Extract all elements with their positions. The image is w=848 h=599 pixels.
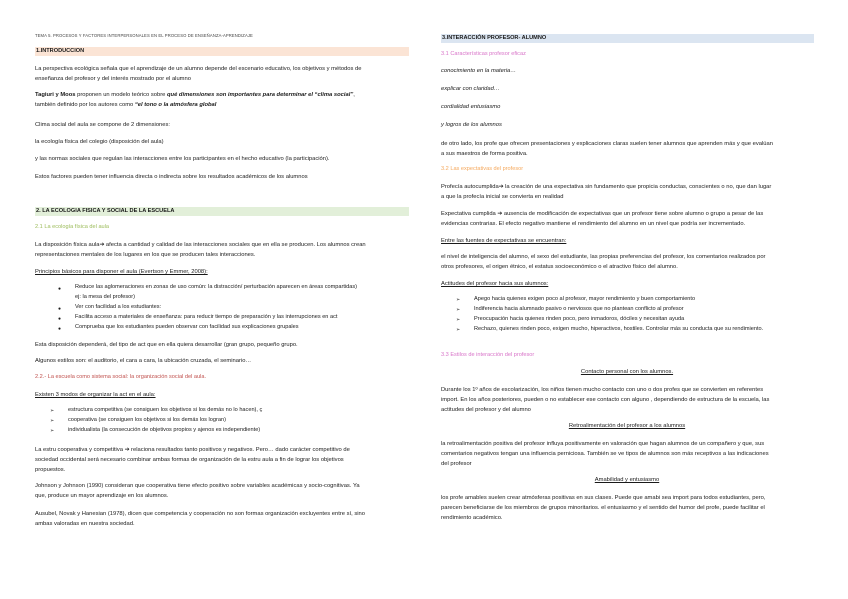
- johnson-paragraph-line: que, produce un mayor aprendizaje en los alumnos.: [35, 493, 169, 499]
- intro-paragraph-line: enseñanza del profesor y del interés mostrado por el alumno: [35, 76, 191, 82]
- modos-list: [35, 407, 408, 439]
- fuentes-paragraph-line: otros profesores, el origen étnico, el estatus socioeconómico o el atractivo físico del alumno.: [441, 264, 678, 270]
- subsection-profesor-eficaz-title: 3.1 Características profesor eficaz: [441, 51, 526, 57]
- ausubel-paragraph-line: ambas valoradas en nuestra sociedad.: [35, 521, 135, 527]
- list-item: Indiferencia hacia alumnado pasivo o nerviosos que no plantean conflicto al profesor: [474, 306, 684, 312]
- expectativa-paragraph-line: Expectativa cumplida ➔ ausencia de modificación de expectativas que un profesor tiene sobre alumno o grupo a pesar de las: [441, 211, 764, 217]
- page-header: TEMA 5. PROCESOS Y FACTORES INTERPERSONALES EN EL PROCESO DE ENSEÑANZA-APRENDIZAJE: [35, 33, 253, 38]
- contacto-paragraph-line: Durante los 1º años de escolarización, los niños tienen mucho contacto con uno o dos profes que se convierten en referentes: [441, 387, 764, 393]
- emphasis-text: qué dimensiones son importantes para determinar el “clima social”: [167, 92, 354, 98]
- subsection-ecologia-fisica-title: 2.1 La ecología física del aula: [35, 224, 110, 230]
- text-span: ,: [353, 92, 355, 98]
- factores-line: Estos factores pueden tener influencia directa o indirecta sobre los resultados académicos de los alumnos: [35, 174, 308, 180]
- trait-item: conocimiento en la materia…: [441, 68, 517, 74]
- contacto-heading: Contacto personal con los alumnos.: [580, 369, 674, 375]
- subsection-sistema-social-title: 2.2.- La escuela como sistema social: la organización social del aula.: [35, 374, 207, 380]
- principios-list: [35, 284, 408, 344]
- bullet-dot-icon: ●: [58, 326, 62, 332]
- list-item: Facilita acceso a materiales de enseñanza: para reducir tiempo de preparación y las interrupciones en act: [75, 314, 338, 320]
- fuentes-paragraph-line: el nivel de inteligencia del alumno, el sexo del estudiante, las propias preferencias del profesor, los comentarios realizados por: [441, 254, 766, 260]
- disposicion-paragraph-line: representaciones mentales de los lugares en los que se producen tales interacciones.: [35, 252, 256, 258]
- ausubel-paragraph-line: Ausubel, Novak y Hanesian (1978), dicen que competencia y cooperación no son formas organización excluyentes entre sí, sino: [35, 511, 365, 517]
- dimension-line: la ecología física del colegio (disposición del aula): [35, 139, 164, 145]
- amabilidad-paragraph-line: rendimiento académico.: [441, 515, 503, 521]
- disposicion-dependera-line: Esta disposición dependerá, del tipo de act que en ella quiera desarrollar (gran grupo, pequeño grupo.: [35, 342, 298, 348]
- tagiuri-moos-paragraph-line2: [35, 101, 216, 111]
- text-span: proponen un modelo teórico sobre: [75, 92, 168, 98]
- arrow-bullet-icon: ➢: [456, 327, 461, 333]
- retroalimentacion-paragraph-line: del profesor: [441, 461, 472, 467]
- estilos-line: Algunos estilos son: el auditorio, el cara a cara, la ubicación cruzada, el seminario…: [35, 358, 252, 364]
- text-span: también definido por los autores como: [35, 102, 135, 108]
- clima-social-line: Clima social del aula se compone de 2 dimensiones:: [35, 122, 171, 128]
- list-item: cooperativa (se consiguen los objetivos si los demás los logran): [68, 417, 226, 423]
- arrow-bullet-icon: ➢: [50, 418, 55, 424]
- bullet-dot-icon: ●: [58, 306, 62, 312]
- principios-heading: Principios básicos para disponer el aula (Evertson y Emmer, 2008):: [35, 269, 208, 275]
- authors-name: Tagiuri y Moos: [35, 92, 76, 98]
- actitudes-heading: Actitudes del profesor hacia sus alumnos:: [441, 281, 549, 287]
- trait-item: cordialidad entusiasmo: [441, 104, 501, 110]
- section-ecologia-title: 2. LA ECOLOGIA FISICA Y SOCIAL DE LA ESCUELA: [35, 207, 409, 216]
- expectativa-paragraph-line: evidencias contrarias. El efecto negativo mantiene el rendimiento del alumno en un nivel que podría ser incrementado.: [441, 221, 746, 227]
- profecia-paragraph-line: a que la profecía inicial se convierta en realidad: [441, 194, 564, 200]
- subsection-expectativas-title: 3.2 Las expectativas del profesor: [441, 166, 524, 172]
- section-introduccion-title: 1.INTRODUCCION: [35, 47, 409, 56]
- bullet-dot-icon: ●: [58, 286, 62, 292]
- amabilidad-paragraph-line: parecen beneficiarse de los miembros de grupos minoritarios. el entusiasmo y el sentido del humor del profe, puede facilitar el: [441, 505, 765, 511]
- amabilidad-heading: Amabilidad y entusiasmo: [594, 477, 660, 483]
- subsection-estilos-title: 3.3 Estilos de interacción del profesor: [441, 352, 535, 358]
- fuentes-heading: Entre las fuentes de expectativas se encuentran:: [441, 238, 567, 244]
- list-item: Comprueba que los estudiantes pueden observar con facilidad sus explicaciones grupales: [75, 324, 299, 330]
- retroalimentacion-paragraph-line: la retroalimentación positiva del profesor influya positivamente en valoración que hagan alumnos de un compañero y que, sus: [441, 441, 765, 447]
- retroalimentacion-paragraph-line: comentarios negativos tengan una influencia perniciosa. También se ve tipos de alumnos son más receptivos a las indicaciones: [441, 451, 769, 457]
- presentaciones-paragraph-line: de otro lado, los profe que ofrecen presentaciones y explicaciones claras suelen tener alumnos que aprenden más y que evalúan: [441, 141, 773, 147]
- dimension-line: y las normas sociales que regulan las interacciones entre los participantes en el hecho educativo (la participación).: [35, 156, 330, 162]
- list-item: Rechazo, quienes rinden poco, exigen mucho, hiperactivos, hostiles. Controlar más su conducta que su rendimiento.: [474, 326, 764, 332]
- arrow-bullet-icon: ➢: [50, 428, 55, 434]
- tagiuri-moos-paragraph: [35, 91, 355, 101]
- arrow-bullet-icon: ➢: [50, 408, 55, 414]
- bullet-dot-icon: ●: [58, 316, 62, 322]
- contacto-paragraph-line: actitudes del profesor y del alumno: [441, 407, 531, 413]
- cooperativa-paragraph-line: propuestos.: [35, 467, 66, 473]
- cooperativa-paragraph-line: sociedad occidental será necesario combinar ambas formas de organización de la estru aula a fin de lograr los objetivos: [35, 457, 344, 463]
- johnson-paragraph-line: Johnson y Johnson (1990) consideran que cooperativa tiene efecto positivo sobre variables académicas y socio-cognitivas. Ya: [35, 483, 360, 489]
- cooperativa-paragraph-line: La estru cooperativa y competitiva ➔ relaciona resultados tanto positivos y negativos. Pero… dado carácter competitivo de: [35, 447, 350, 453]
- emphasis-text: “el tono o la atmósfera global: [134, 102, 217, 108]
- list-item: ej: la mesa del profesor): [75, 294, 136, 300]
- list-item: estructura competitiva (se consiguen los objetivos si los demás no lo hacen), ç: [68, 407, 263, 413]
- list-item: Ver con facilidad a los estudiantes:: [75, 304, 162, 310]
- profecia-paragraph-line: Profecía autocumplida➔ la creación de una expectativa sin fundamento que propicia conductas, conscientes o no, que dan lugar: [441, 184, 772, 190]
- list-item: Apego hacia quienes exigen poco al profesor, mayor rendimiento y buen comportamiento: [474, 296, 696, 302]
- section-interaccion-title: 3.INTERACCIÓN PROFESOR- ALUMNO: [441, 34, 814, 43]
- presentaciones-paragraph-line: a sus maestros de forma positiva.: [441, 151, 528, 157]
- arrow-bullet-icon: ➢: [456, 297, 461, 303]
- modos-heading: Existen 3 modos de organizar la act en el aula:: [35, 392, 156, 398]
- list-item: Preocupación hacia quienes rinden poco, pero inmadoros, dóciles y necesitan ayuda: [474, 316, 685, 322]
- actitudes-list: [441, 296, 813, 338]
- list-item: Reduce las aglomeraciones en zonas de uso común: la distracción/ perturbación aparecen en áreas compartidas): [75, 284, 358, 290]
- disposicion-paragraph-line: La disposición física aula➔ afecta a cantidad y calidad de las interacciones sociales que en ella se producen. Los alumnos crean: [35, 242, 366, 248]
- trait-item: y logros de los alumnos: [441, 122, 502, 128]
- arrow-bullet-icon: ➢: [456, 307, 461, 313]
- retroalimentacion-heading: Retroalimentación del profesor a los alumnos: [568, 423, 686, 429]
- trait-item: explicar con claridad…: [441, 86, 500, 92]
- contacto-paragraph-line: import. En los años posteriores, pueden o no establecer ese contacto con alguno , dependiendo de estructura de la escuela, las: [441, 397, 770, 403]
- amabilidad-paragraph-line: los profe amables suelen crear atmósferas positivas en sus clases. Puede que amabi sea import para todos estudiantes, pero,: [441, 495, 766, 501]
- intro-paragraph-line: La perspectiva ecológica señala que el aprendizaje de un alumno depende del escenario educativo, los objetivos y métodos de: [35, 66, 362, 72]
- arrow-bullet-icon: ➢: [456, 317, 461, 323]
- list-item: individualista (la consecución de objetivos propios y ajenos es independiente): [68, 427, 261, 433]
